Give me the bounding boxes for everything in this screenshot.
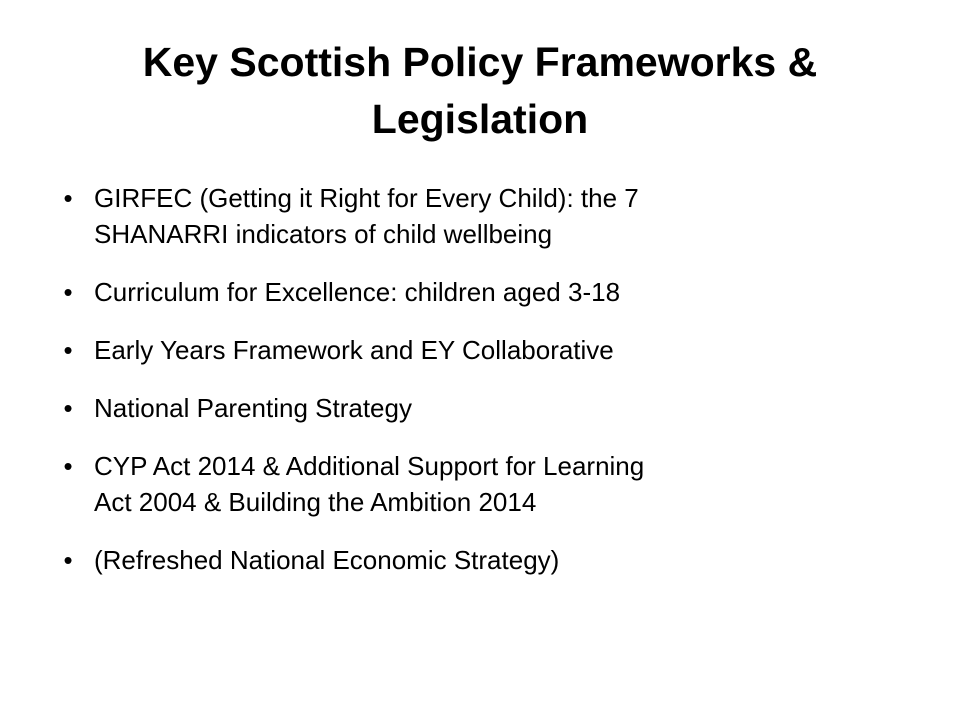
bullet-text-line: Curriculum for Excellence: children aged 3-18 [94,277,621,307]
bullet-text-line: (Refreshed National Economic Strategy) [94,545,560,575]
slide-title-line-2: Legislation [371,96,589,142]
bullet-text-line: CYP Act 2014 & Additional Support for Learning [94,451,645,481]
bullet-text-line: GIRFEC (Getting it Right for Every Child): the 7 [94,183,639,213]
bullet-dot-icon: • [63,451,73,481]
bullet-item-parenting [60,390,920,426]
slide-title-line-1: Key Scottish Policy Frameworks & [142,39,818,85]
bullet-dot-icon: • [63,393,73,423]
slide-title [60,34,900,148]
bullet-text-line: National Parenting Strategy [94,393,412,423]
bullet-dot-icon: • [63,545,73,575]
bullet-dot-icon: • [63,183,73,213]
bullet-text-line: SHANARRI indicators of child wellbeing [94,219,553,249]
bullet-text-line: Early Years Framework and EY Collaborative [94,335,614,365]
bullet-dot-icon: • [63,277,73,307]
bullet-item-economic-strategy [60,542,920,578]
bullet-item-curriculum [60,274,920,310]
bullet-item-cyp-act [60,448,920,520]
bullet-text-line: Act 2004 & Building the Ambition 2014 [94,487,537,517]
bullet-item-girfec [60,180,920,252]
bullet-list [60,180,920,600]
bullet-item-early-years [60,332,920,368]
bullet-dot-icon: • [63,335,73,365]
